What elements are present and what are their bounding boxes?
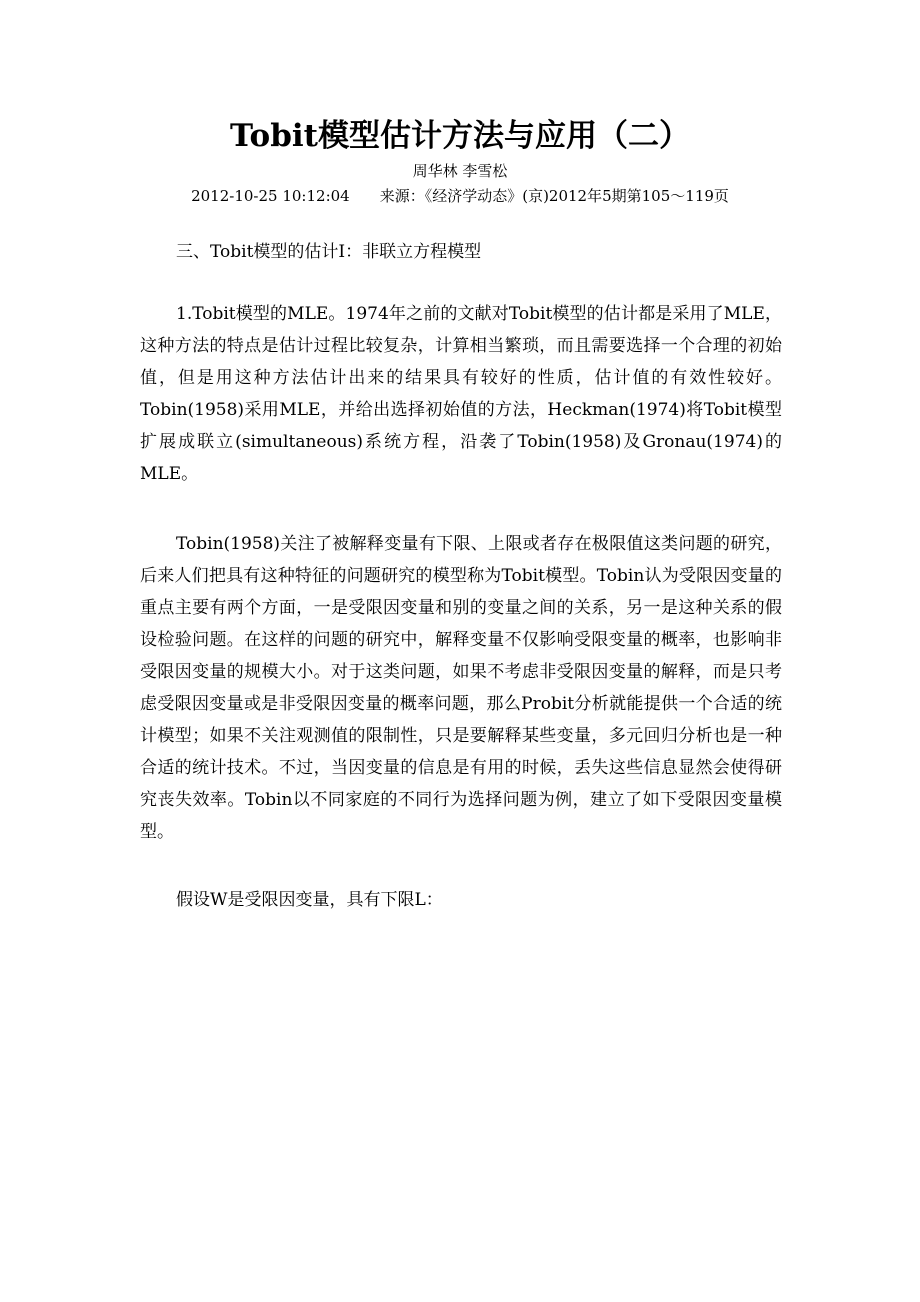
- paragraph-tobin: Tobin(1958)关注了被解释变量有下限、上限或者存在极限值这类问题的研究，后来人们把具有这种特征的问题研究的模型称为Tobit模型。Tobin认为受限因变量的重点主要有两个方面，一是受限因变量和别的变量之间的关系，另一是这种关系的假设检验问题。在这样的问题的研究中，解释变量不仅影响受限变量的概率，也影响非受限因变量的规模大小。对于这类问题，如果不考虑非受限因变量的解释，而是只考虑受限因变量或是非受限因变量的概率问题，那么Probit分析就能提供一个合适的统计模型；如果不关注观测值的限制性，只是要解释某些变量，多元回归分析也是一种合适的统计技术。不过，当因变量的信息是有用的时候，丢失这些信息显然会使得研究丧失效率。Tobin以不同家庭的不同行为选择问题为例，建立了如下受限因变量模型。: [140, 534, 782, 842]
- article-meta: [0, 185, 920, 207]
- article-title: Tobit模型估计方法与应用（二）: [230, 118, 690, 154]
- section-heading: 三、Tobit模型的估计Ⅰ：非联立方程模型: [176, 242, 482, 262]
- publish-datetime: 2012-10-25 10:12:04: [191, 187, 350, 205]
- article-source: 来源：《经济学动态》(京)2012年5期第105～119页: [379, 187, 729, 205]
- paragraph-mle: 1.Tobit模型的MLE。1974年之前的文献对Tobit模型的估计都是采用了MLE，这种方法的特点是估计过程比较复杂，计算相当繁琐，而且需要选择一个合理的初始值，但是用这种方法估计出来的结果具有较好的性质，估计值的有效性较好。Tobin(1958)采用MLE，并给出选择初始值的方法，Heckman(1974)将Tobit模型扩展成联立(simultaneous)系统方程，沿袭了Tobin(1958)及Gronau(1974)的MLE。: [140, 304, 782, 484]
- article-authors: 周华林 李雪松: [412, 162, 508, 180]
- paragraph-assumption: 假设W是受限因变量，具有下限L：: [176, 890, 443, 910]
